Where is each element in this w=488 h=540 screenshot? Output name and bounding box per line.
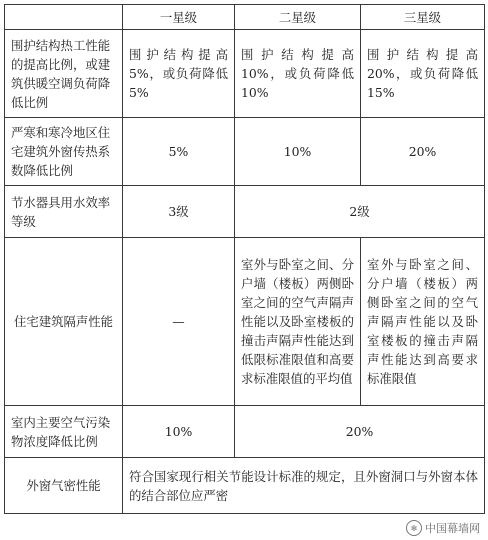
table-row	[5, 406, 485, 458]
cell-three-star: 20%	[361, 118, 485, 186]
cell-two-star: 围护结构提高10%，或负荷降低10%	[235, 30, 361, 118]
header-one-star: 一星级	[123, 5, 235, 30]
cell-two-three-star: 20%	[235, 406, 485, 458]
row-label: 住宅建筑隔声性能	[5, 238, 123, 406]
cell-one-star: —	[123, 238, 235, 406]
cell-three-star: 围护结构提高20%，或负荷降低15%	[361, 30, 485, 118]
row-label: 围护结构热工性能的提高比例，或建筑供暖空调负荷降低比例	[5, 30, 123, 118]
header-two-star: 二星级	[235, 5, 361, 30]
star-rating-table	[4, 4, 485, 514]
table-header-row	[5, 5, 485, 30]
cell-two-star: 室外与卧室之间、分户墙（楼板）两侧卧室之间的空气声隔声性能以及卧室楼板的撞击声隔声性能达到低限标准限值和高要求标准限值的平均值	[235, 238, 361, 406]
table-row	[5, 118, 485, 186]
cell-two-star: 10%	[235, 118, 361, 186]
table-row	[5, 238, 485, 406]
cell-one-star: 3级	[123, 186, 235, 238]
cell-one-star: 5%	[123, 118, 235, 186]
cell-one-star: 围护结构提高5%，或负荷降低5%	[123, 30, 235, 118]
cell-two-three-star: 2级	[235, 186, 485, 238]
row-label: 室内主要空气污染物浓度降低比例	[5, 406, 123, 458]
header-empty-cell	[5, 5, 123, 30]
row-label: 严寒和寒冷地区住宅建筑外窗传热系数降低比例	[5, 118, 123, 186]
row-label: 节水器具用水效率等级	[5, 186, 123, 238]
watermark-text: 中国幕墙网	[425, 522, 480, 535]
cell-all-stars: 符合国家现行相关节能设计标准的规定，且外窗洞口与外窗本体的结合部位应严密	[123, 458, 485, 514]
table-row	[5, 458, 485, 514]
cell-one-star: 10%	[123, 406, 235, 458]
watermark	[406, 520, 480, 536]
table-row	[5, 186, 485, 238]
row-label: 外窗气密性能	[5, 458, 123, 514]
wechat-logo-icon: ✻	[406, 520, 422, 536]
header-three-star: 三星级	[361, 5, 485, 30]
cell-three-star: 室外与卧室之间、分户墙（楼板）两侧卧室之间的空气声隔声性能以及卧室楼板的撞击声隔声性能达到高要求标准限值	[361, 238, 485, 406]
table-row	[5, 30, 485, 118]
